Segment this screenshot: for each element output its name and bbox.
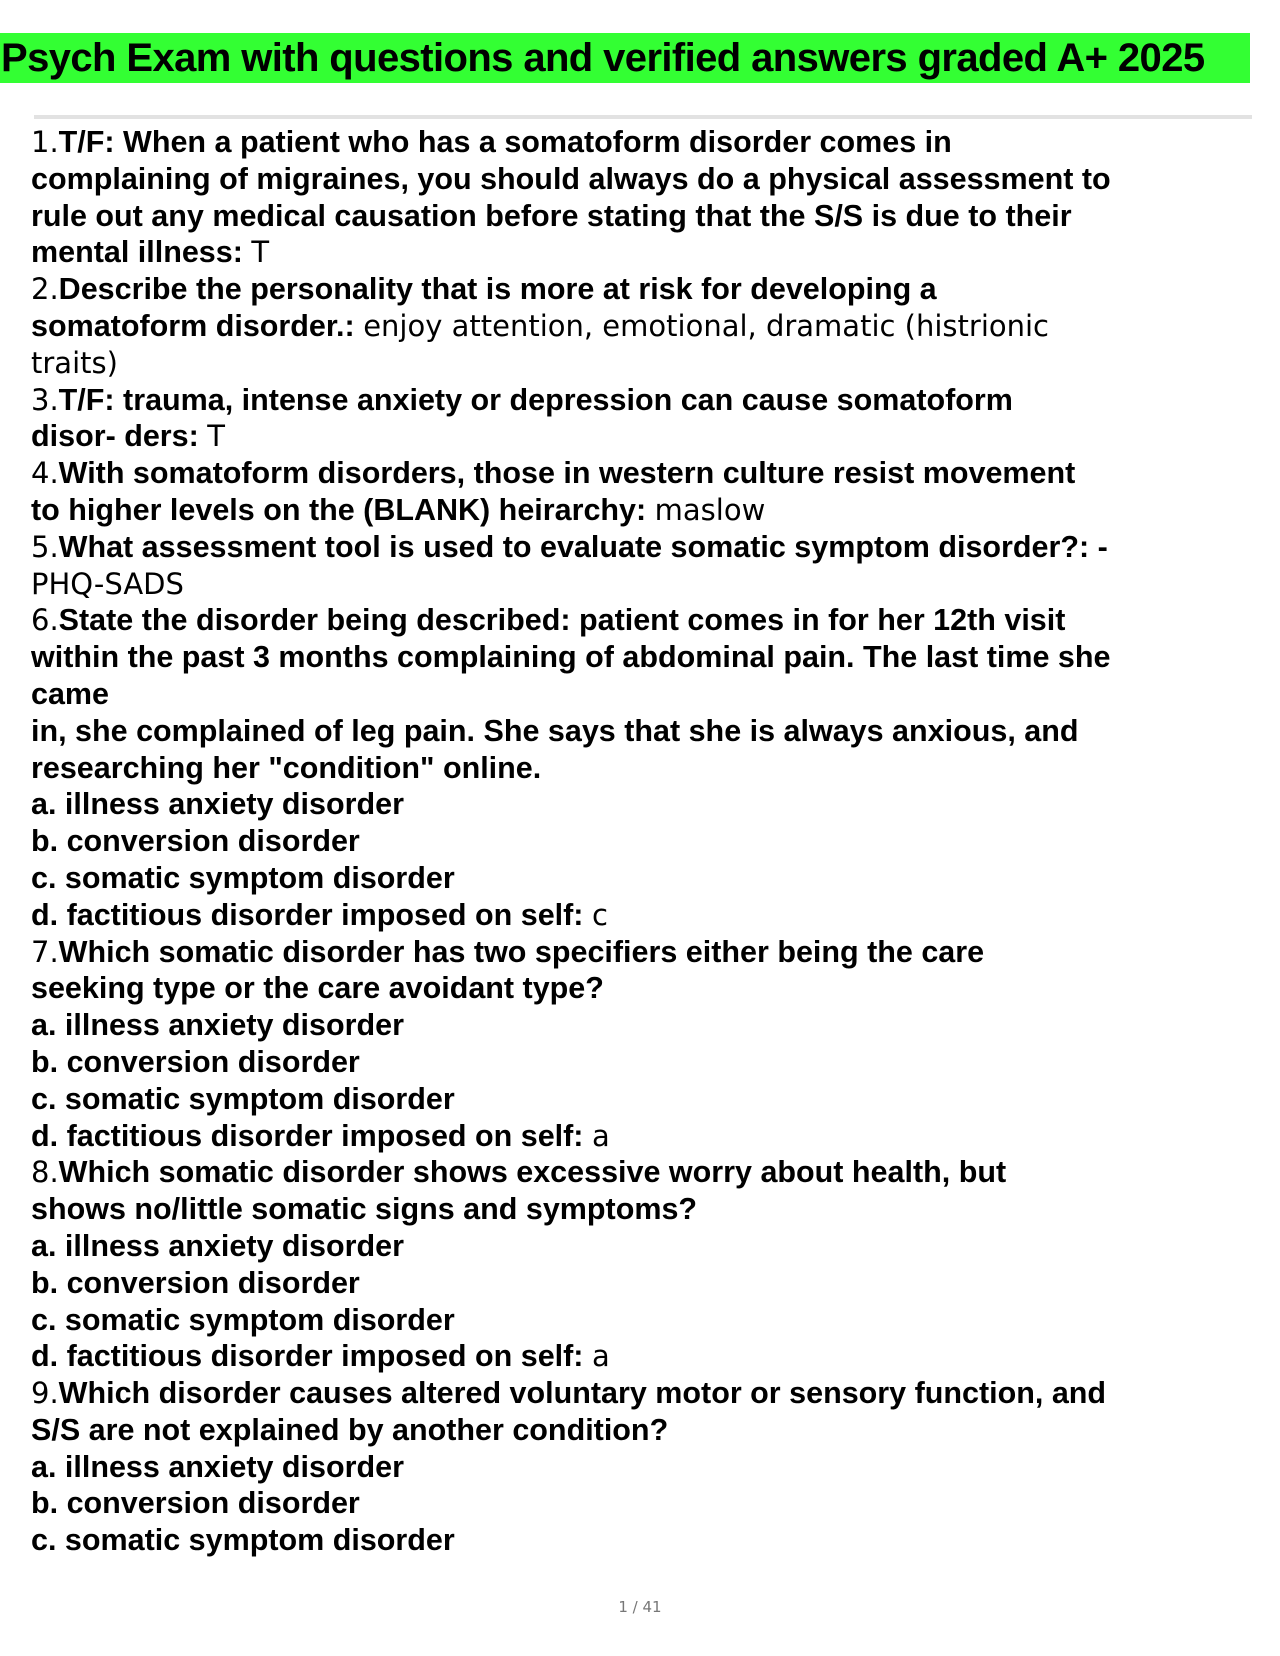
question-text: c. somatic symptom disorder (31, 1081, 455, 1116)
question-line (31, 271, 1256, 308)
question-line (31, 492, 1256, 529)
question-number: 6. (31, 603, 59, 638)
question-item (31, 1375, 1256, 1559)
question-line (31, 602, 1256, 639)
question-line (31, 1007, 1256, 1044)
question-text: a. illness anxiety disorder (31, 1228, 404, 1263)
answer-text: a (591, 1118, 610, 1153)
question-text: b. conversion disorder (31, 1486, 360, 1521)
question-line (31, 676, 1256, 713)
question-line (31, 970, 1256, 1007)
question-line (31, 1338, 1256, 1375)
question-item (31, 1154, 1256, 1375)
page-indicator: 1 / 41 (618, 1598, 662, 1616)
question-line (31, 1228, 1256, 1265)
question-line (31, 639, 1256, 676)
question-text: c. somatic symptom disorder (31, 1302, 455, 1337)
question-text: Which somatic disorder has two specifiers either being the care (58, 934, 985, 969)
question-line (31, 1081, 1256, 1118)
question-line (31, 1191, 1256, 1228)
question-number: 3. (31, 382, 59, 417)
question-item (31, 271, 1256, 381)
question-number: 4. (31, 456, 59, 491)
question-text: d. factitious disorder imposed on self: (31, 1339, 584, 1374)
question-line (31, 234, 1256, 271)
question-item (31, 602, 1256, 933)
question-text: complaining of migraines, you should always do a physical assessment to (31, 161, 1111, 196)
answer-text: maslow (654, 492, 766, 527)
answer-text-continued: PHQ-SADS (31, 566, 184, 601)
question-number: 9. (31, 1376, 59, 1411)
question-number: 2. (31, 272, 59, 307)
question-line (31, 455, 1256, 492)
question-text: a. illness anxiety disorder (31, 787, 404, 822)
question-item (31, 124, 1256, 271)
question-text: a. illness anxiety disorder (31, 1449, 404, 1484)
question-text: b. conversion disorder (31, 824, 360, 859)
question-text: a. illness anxiety disorder (31, 1008, 404, 1043)
question-text: Which disorder causes altered voluntary motor or sensory function, and (58, 1376, 1107, 1411)
question-text: b. conversion disorder (31, 1044, 360, 1079)
question-number: 5. (31, 529, 59, 564)
question-text: seeking type or the care avoidant type? (31, 971, 604, 1006)
question-line (31, 1449, 1256, 1486)
question-number: 7. (31, 934, 59, 969)
question-line (31, 1154, 1256, 1191)
question-text: Describe the personality that is more at risk for developing a (58, 272, 937, 307)
question-text: in, she complained of leg pain. She says that she is always anxious, and (31, 713, 1079, 748)
question-text: somatoform disorder.: (31, 308, 355, 343)
question-text: c. somatic symptom disorder (31, 860, 455, 895)
question-text: T/F: trauma, intense anxiety or depression can cause somatoform (58, 382, 1013, 417)
question-line (31, 823, 1256, 860)
question-line (31, 418, 1256, 455)
question-text: researching her "condition" online. (31, 750, 542, 785)
question-text: within the past 3 months complaining of abdominal pain. The last time she (31, 640, 1111, 675)
question-text: S/S are not explained by another condition? (31, 1412, 669, 1447)
question-text: shows no/little somatic signs and symptoms? (31, 1192, 698, 1227)
question-text: Which somatic disorder shows excessive worry about health, but (58, 1155, 1007, 1190)
question-list (31, 124, 1256, 1559)
answer-text-continued: traits) (31, 345, 118, 380)
question-text: c. somatic symptom disorder (31, 1523, 455, 1558)
question-text: rule out any medical causation before stating that the S/S is due to their (31, 198, 1072, 233)
question-line (31, 529, 1256, 566)
question-item (31, 529, 1256, 603)
question-item (31, 455, 1256, 529)
question-line (31, 860, 1256, 897)
question-line (31, 934, 1256, 971)
question-number: 8. (31, 1155, 59, 1190)
question-line (31, 1485, 1256, 1522)
question-line (31, 1412, 1256, 1449)
question-line (31, 713, 1256, 750)
question-number: 1. (31, 125, 59, 159)
question-text: b. conversion disorder (31, 1265, 360, 1300)
question-text: d. factitious disorder imposed on self: (31, 897, 584, 932)
answer-text: enjoy attention, emotional, dramatic (histrionic (363, 308, 1050, 343)
question-line (31, 124, 1256, 161)
question-line (31, 1302, 1256, 1339)
question-text: came (31, 676, 110, 711)
question-line (31, 1375, 1256, 1412)
question-text: to higher levels on the (BLANK) heirarchy: (31, 492, 647, 527)
question-line (31, 1044, 1256, 1081)
answer-text: T (207, 419, 225, 454)
answer-text: T (251, 235, 270, 270)
question-line (31, 161, 1256, 198)
question-line (31, 308, 1256, 345)
question-text: With somatoform disorders, those in western culture resist movement (58, 456, 1076, 491)
title-divider (34, 115, 1252, 119)
question-line (31, 382, 1256, 419)
question-item (31, 934, 1256, 1155)
question-line (31, 897, 1256, 934)
question-text: What assessment tool is used to evaluate somatic symptom disorder?: - (58, 529, 1108, 564)
document-title: Psych Exam with questions and verified answers graded A+ 2025 (0, 33, 1250, 83)
question-item (31, 382, 1256, 456)
question-line (31, 1118, 1256, 1155)
question-line (31, 1522, 1256, 1559)
question-text: disor- ders: (31, 419, 199, 454)
question-text: mental illness: (31, 235, 243, 270)
question-line (31, 786, 1256, 823)
question-line (31, 1265, 1256, 1302)
question-line (31, 750, 1256, 787)
question-line (31, 198, 1256, 235)
question-text: State the disorder being described: patient comes in for her 12th visit (58, 603, 1066, 638)
question-text: d. factitious disorder imposed on self: (31, 1118, 584, 1153)
question-text: T/F: When a patient who has a somatoform disorder comes in (58, 125, 952, 159)
answer-text: c (591, 897, 608, 932)
answer-text: a (591, 1339, 610, 1374)
